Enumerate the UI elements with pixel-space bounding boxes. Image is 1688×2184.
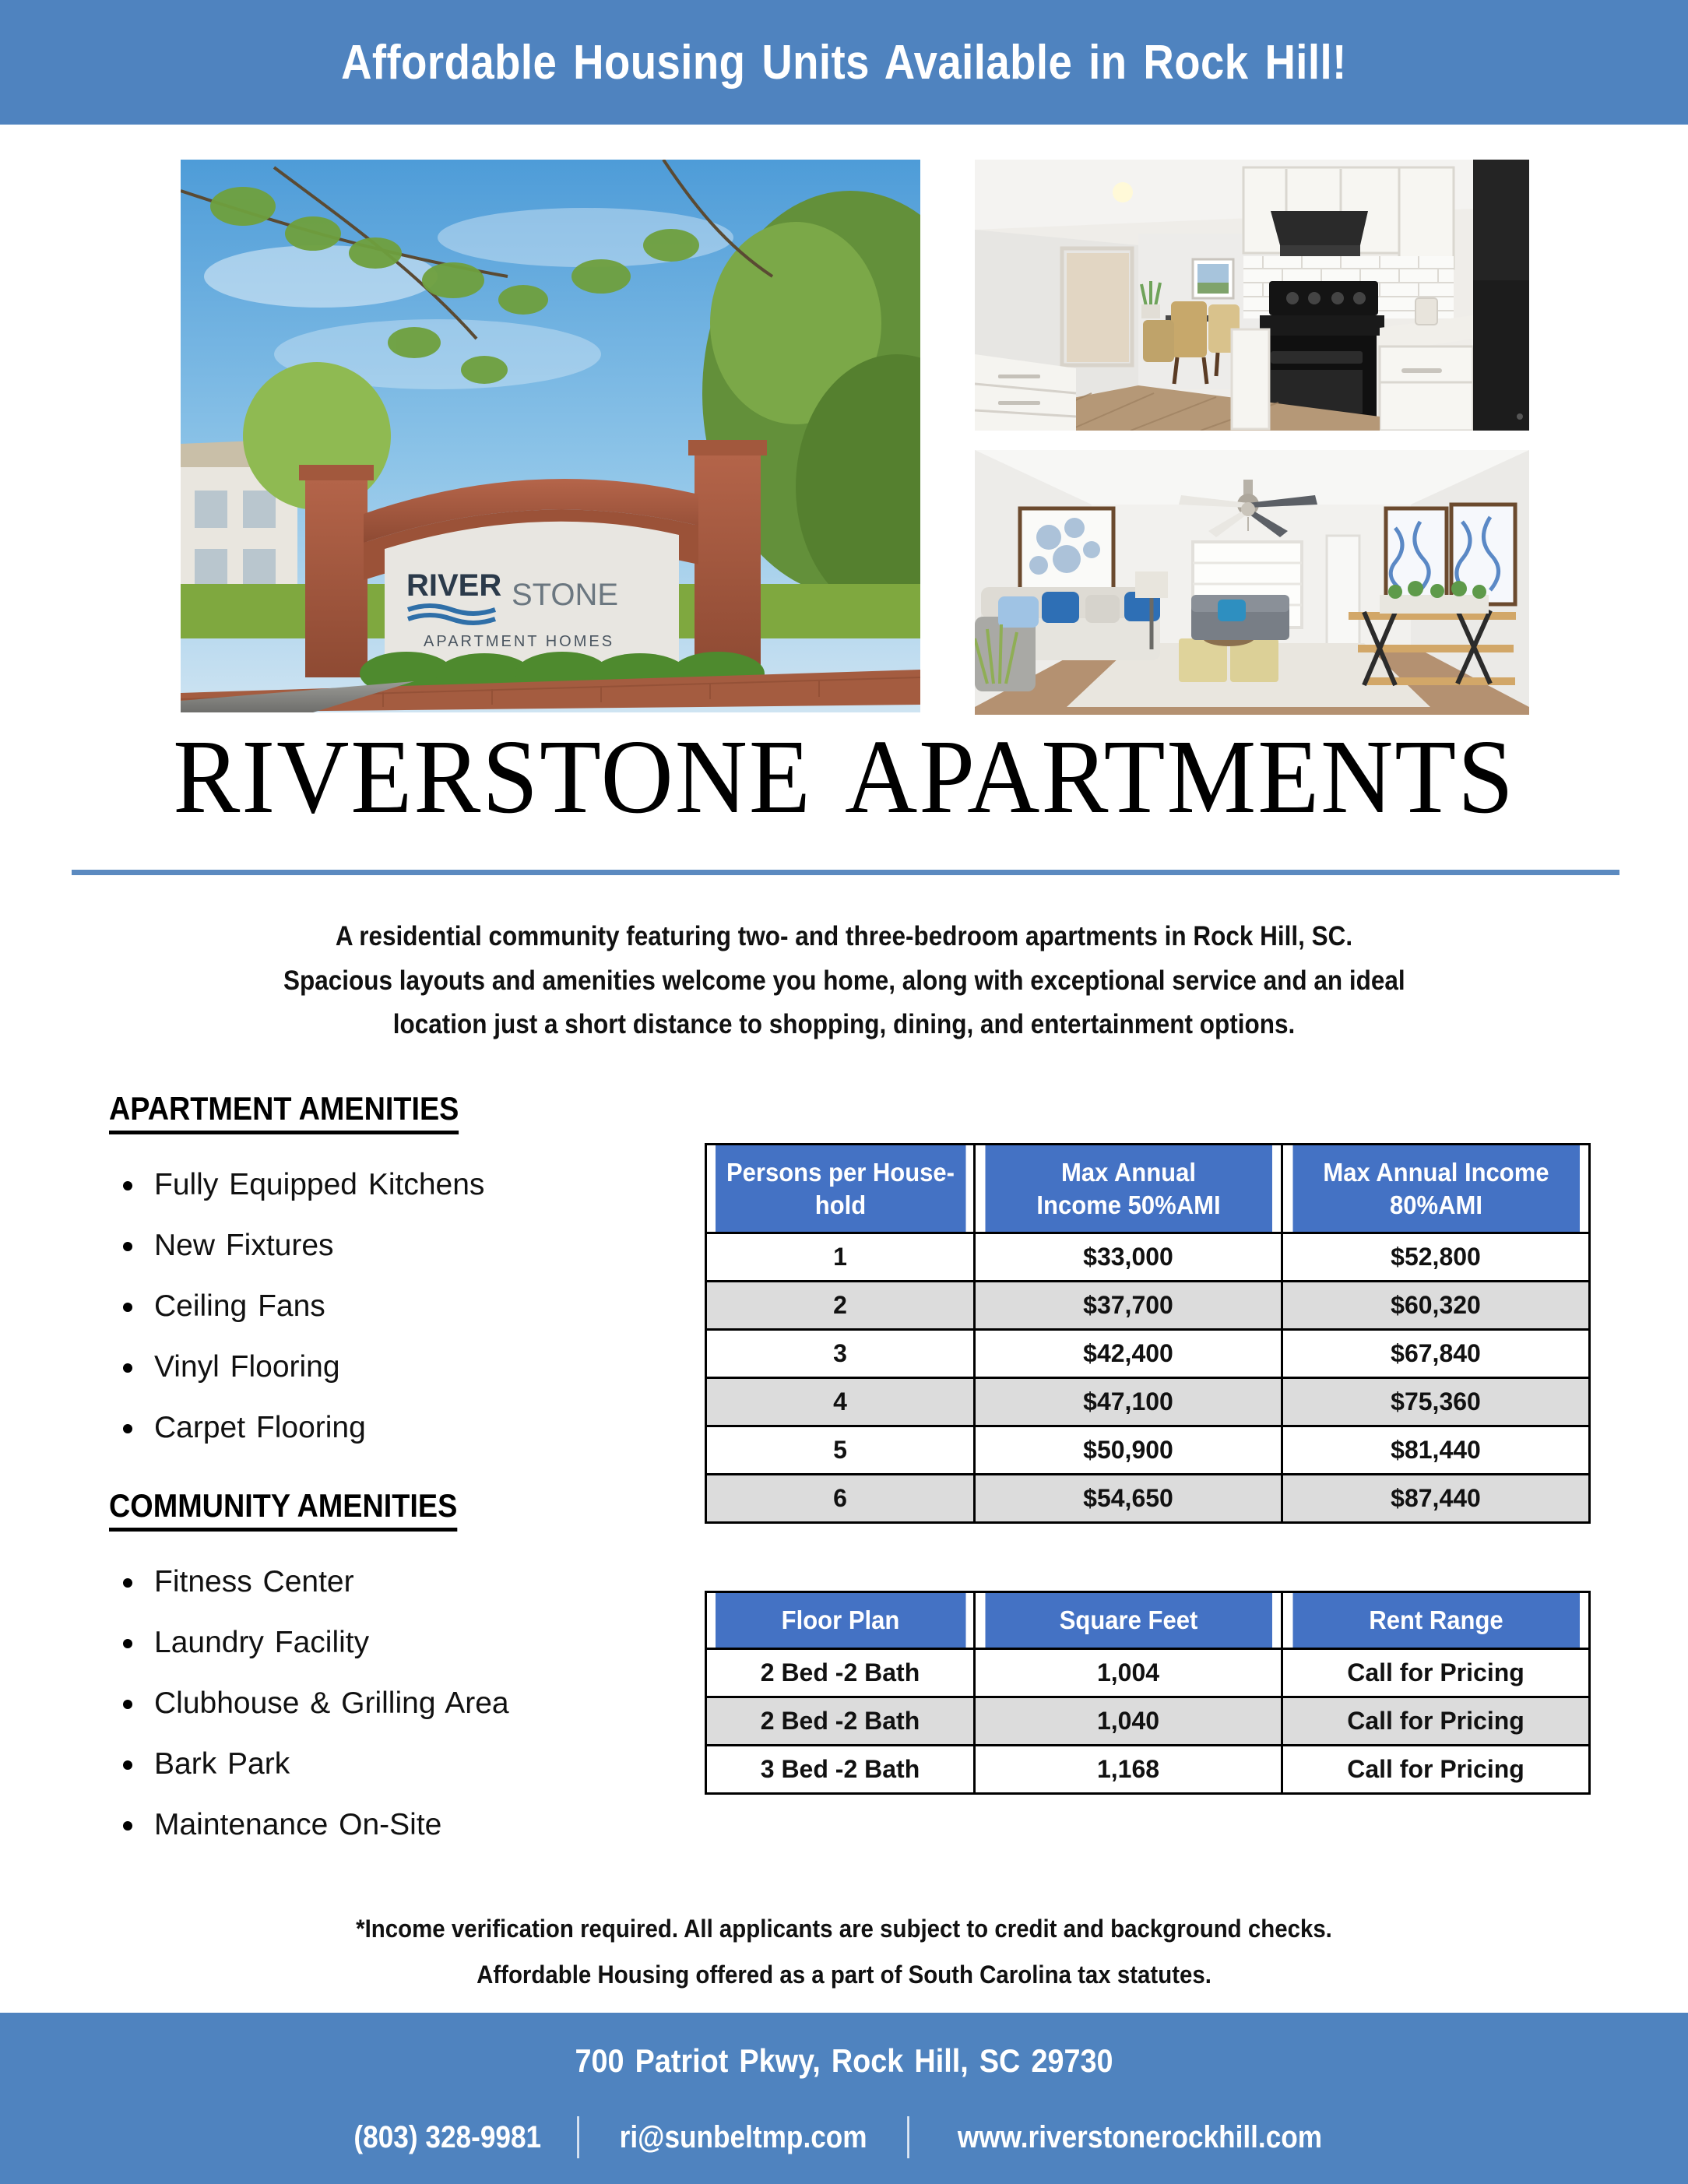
page-title: RIVERSTONE APARTMENTS (173, 719, 1515, 835)
cell-income-80: $81,440 (1282, 1426, 1590, 1475)
list-item: Maintenance On-Site (109, 1806, 670, 1845)
list-item: Bark Park (109, 1745, 670, 1784)
description-line: location just a short distance to shopping, dining, and entertainment options. (392, 1009, 1296, 1040)
cell-square-feet: 1,168 (975, 1745, 1282, 1793)
disclaimer-line: Affordable Housing offered as a part of South Carolina tax statutes. (477, 1961, 1211, 1989)
disclaimer-line: *Income verification required. All applicants are subject to credit and background checks. (356, 1915, 1332, 1943)
list-item: New Fixtures (109, 1226, 670, 1265)
table-row (706, 1745, 1590, 1793)
list-item: Fitness Center (109, 1563, 670, 1602)
footer-email[interactable]: ri@sunbeltmp.com (619, 2119, 867, 2154)
column-header-persons: Persons per House- hold (714, 1145, 966, 1233)
community-amenities-section (109, 1487, 670, 1866)
cell-income-80: $87,440 (1282, 1475, 1590, 1523)
table-row (706, 1648, 1590, 1697)
svg-text:APARTMENT HOMES: APARTMENT HOMES (424, 633, 615, 650)
list-item: Laundry Facility (109, 1623, 670, 1662)
top-banner (0, 0, 1688, 125)
list-item: Vinyl Flooring (109, 1348, 670, 1387)
table-header-row (706, 1592, 1590, 1649)
svg-text:RIVER: RIVER (406, 568, 502, 603)
entrance-sign-photo (181, 160, 920, 712)
disclaimer-text (271, 1906, 1417, 1998)
footer-banner (0, 2013, 1688, 2184)
cell-income-50: $42,400 (975, 1330, 1282, 1378)
apartment-amenities-heading: APARTMENT AMENITIES (109, 1090, 459, 1134)
cell-square-feet: 1,040 (975, 1697, 1282, 1745)
column-header-rent-range: Rent Range (1291, 1592, 1580, 1649)
cell-persons: 2 (706, 1282, 975, 1330)
cell-income-50: $47,100 (975, 1378, 1282, 1426)
headline-text: Affordable Housing Units Available in Rock Hill! (341, 35, 1347, 90)
title-divider (72, 870, 1619, 875)
list-item: Carpet Flooring (109, 1409, 670, 1447)
cell-income-80: $75,360 (1282, 1378, 1590, 1426)
cell-income-50: $37,700 (975, 1282, 1282, 1330)
description-paragraph (283, 915, 1405, 1047)
apartment-amenities-section (109, 1090, 670, 1469)
cell-floor-plan: 2 Bed -2 Bath (706, 1648, 975, 1697)
cell-income-80: $60,320 (1282, 1282, 1590, 1330)
table-row (706, 1378, 1590, 1426)
cell-rent-range: Call for Pricing (1282, 1697, 1590, 1745)
table-row (706, 1282, 1590, 1330)
table-row (706, 1426, 1590, 1475)
footer-contact-row (0, 2116, 1688, 2158)
cell-persons: 1 (706, 1233, 975, 1282)
footer-website[interactable]: www.riverstonerockhill.com (958, 2119, 1323, 2154)
cell-income-50: $33,000 (975, 1233, 1282, 1282)
cell-income-50: $50,900 (975, 1426, 1282, 1475)
cell-income-50: $54,650 (975, 1475, 1282, 1523)
footer-phone[interactable]: (803) 328-9981 (353, 2119, 541, 2154)
description-line: A residential community featuring two- and three-bedroom apartments in Rock Hill, SC. (335, 921, 1353, 951)
table-header-row (706, 1145, 1590, 1233)
table-row (706, 1330, 1590, 1378)
svg-text:STONE: STONE (512, 578, 619, 612)
cell-persons: 4 (706, 1378, 975, 1426)
table-row (706, 1475, 1590, 1523)
floorplan-table (705, 1591, 1591, 1795)
cell-income-80: $52,800 (1282, 1233, 1590, 1282)
cell-rent-range: Call for Pricing (1282, 1648, 1590, 1697)
table-row (706, 1697, 1590, 1745)
kitchen-photo (975, 160, 1529, 431)
income-limits-table (705, 1143, 1591, 1524)
cell-persons: 5 (706, 1426, 975, 1475)
cell-income-80: $67,840 (1282, 1330, 1590, 1378)
footer-divider (908, 2116, 910, 2158)
list-item: Fully Equipped Kitchens (109, 1166, 670, 1205)
table-row (706, 1233, 1590, 1282)
cell-persons: 3 (706, 1330, 975, 1378)
cell-square-feet: 1,004 (975, 1648, 1282, 1697)
description-line: Spacious layouts and amenities welcome you home, along with exceptional service and an ideal (283, 965, 1405, 996)
column-header-floor-plan: Floor Plan (714, 1592, 966, 1649)
community-amenities-list (109, 1563, 670, 1845)
cell-rent-range: Call for Pricing (1282, 1745, 1590, 1793)
apartment-amenities-list (109, 1166, 670, 1447)
cell-floor-plan: 3 Bed -2 Bath (706, 1745, 975, 1793)
list-item: Clubhouse & Grilling Area (109, 1684, 670, 1723)
column-header-income-50: Max Annual Income 50%AMI (983, 1145, 1272, 1233)
cell-persons: 6 (706, 1475, 975, 1523)
footer-divider (577, 2116, 579, 2158)
community-amenities-heading: COMMUNITY AMENITIES (109, 1487, 457, 1532)
list-item: Ceiling Fans (109, 1287, 670, 1326)
column-header-income-80: Max Annual Income 80%AMI (1291, 1145, 1580, 1233)
living-room-photo (975, 450, 1529, 715)
column-header-square-feet: Square Feet (983, 1592, 1272, 1649)
footer-address: 700 Patriot Pkwy, Rock Hill, SC 29730 (575, 2042, 1113, 2079)
cell-floor-plan: 2 Bed -2 Bath (706, 1697, 975, 1745)
